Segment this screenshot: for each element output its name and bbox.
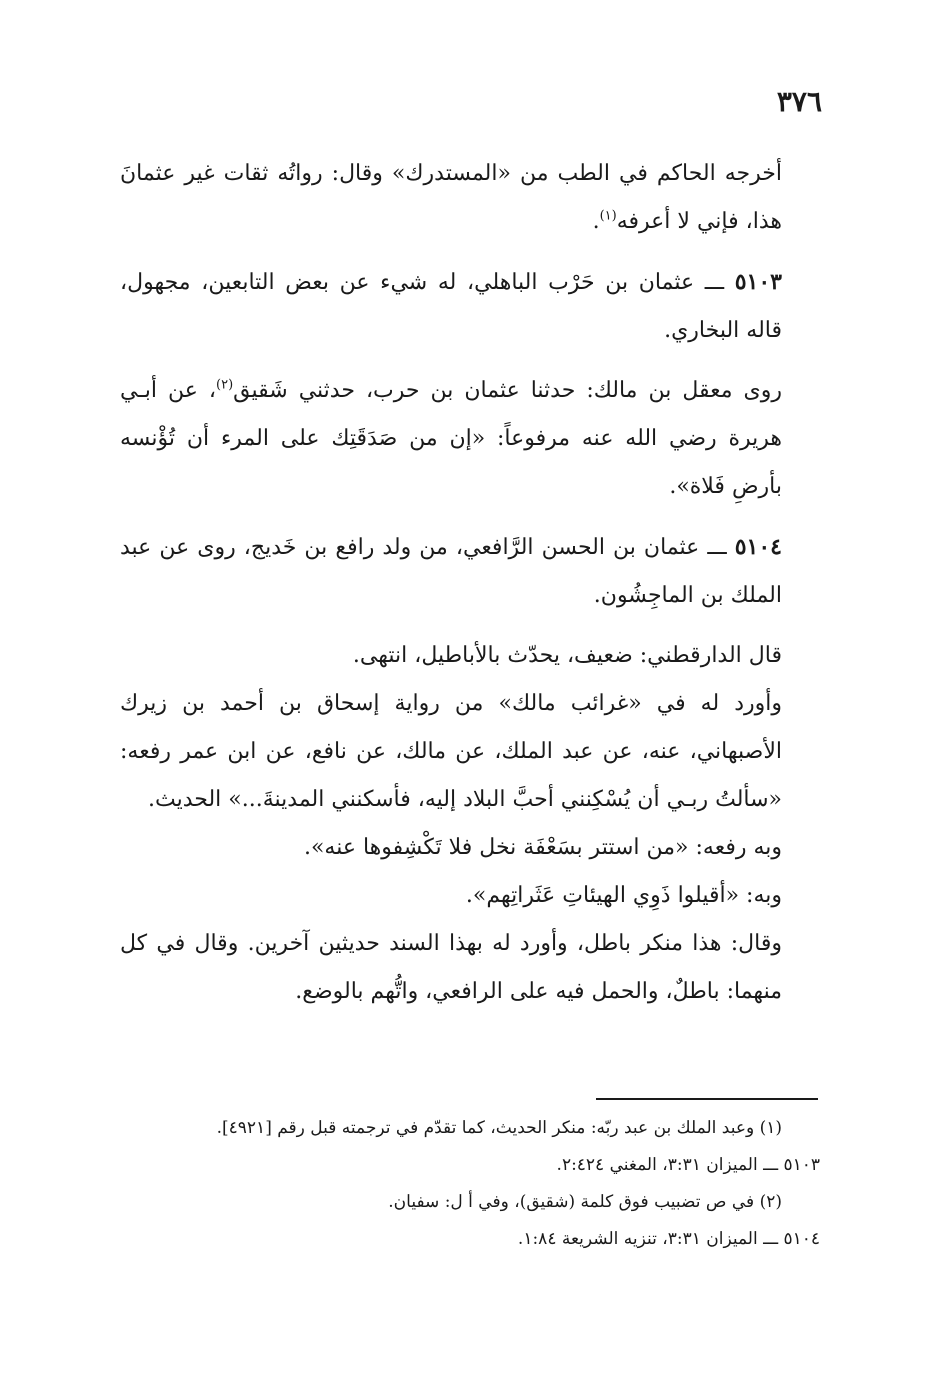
entry-paragraph: [120, 258, 820, 355]
paragraph-text: وبه رفعه: «من استتر بسَعْفَة نخل فلا تَكْشِفوها عنه».: [303, 835, 782, 860]
paragraph-text-tail: ، عن أبـي هريرة رضي الله عنه مرفوعاً: «إن من صَدَقَتِك على المرء أن تُؤْنسه بأرضِ فَلاة».: [120, 378, 782, 499]
paragraph: [120, 824, 820, 872]
footnote: (٢) في ص تضبيب فوق كلمة (شقيق)، وفي أ ل: سفيان.: [388, 1192, 782, 1212]
paragraph-text-tail: .: [592, 209, 600, 234]
footnotes: [120, 1110, 820, 1258]
page-number: ٣٧٦: [776, 85, 822, 118]
paragraph-text: وبه: «أقيلوا ذَوِي الهيئاتِ عَثَراتِهم».: [465, 883, 782, 908]
footnote: (١) وعبد الملك بن عبد ربّه: منكر الحديث، كما تقدّم في ترجمته قبل رقم [٤٩٢١].: [216, 1118, 782, 1138]
footnote-source: ٥١٠٤ ـــ الميزان ٣:٣١، تنزيه الشريعة ١:٨٤.: [517, 1229, 820, 1249]
paragraph: [120, 150, 820, 246]
footnote-source: ٥١٠٣ ـــ الميزان ٣:٣١، المغني ٢:٤٢٤.: [556, 1155, 820, 1175]
paragraph: [120, 632, 820, 680]
entry-number: ٥١٠٤: [734, 534, 782, 560]
paragraph-text: روى معقل بن مالك: حدثنا عثمان بن حرب، حدثني شَقيق: [233, 378, 782, 403]
paragraph: [120, 920, 820, 1016]
footnote-ref: (١): [599, 208, 617, 224]
paragraph: [120, 680, 820, 824]
paragraph-text: وقال: هذا منكر باطل، وأورد له بهذا السند حديثين آخرين. وقال في كل منهما: باطلٌ، والحمل فيه على الرافعي، واتُّهم بالوضع.: [120, 931, 782, 1004]
paragraph-text: أخرجه الحاكم في الطب من «المستدرك» وقال: رواتُه ثقات غير عثمانَ هذا، فإني لا أعرفه: [120, 161, 782, 234]
entry-paragraph: [120, 523, 820, 620]
paragraph-text: قال الدارقطني: ضعيف، يحدّث بالأباطيل، انتهى.: [352, 643, 782, 668]
paragraph-text: ـــ عثمان بن حَرْب الباهلي، له شيء عن بعض التابعين، مجهول، قاله البخاري.: [120, 270, 782, 343]
paragraph: [120, 872, 820, 920]
footnote-ref: (٢): [216, 377, 234, 393]
entry-number: ٥١٠٣: [734, 269, 782, 295]
footnote-divider: [596, 1098, 818, 1100]
paragraph-text: ـــ عثمان بن الحسن الرَّافعي، من ولد رافع بن خَديج، روى عن عبد الملك بن الماجِشُون.: [120, 535, 782, 608]
paragraph: [120, 367, 820, 511]
paragraph-text: وأورد له في «غرائب مالك» من رواية إسحاق بن أحمد بن زيرك الأصبهاني، عنه، عن عبد الملك، عن مالك، عن نافع، عن ابن عمر رفعه: «سألتُ ربـي أن يُسْكِنني أحبَّ البلاد إليه، فأسكنني المدينةَ...» الحديث.: [120, 691, 782, 812]
main-text: [120, 150, 820, 1016]
